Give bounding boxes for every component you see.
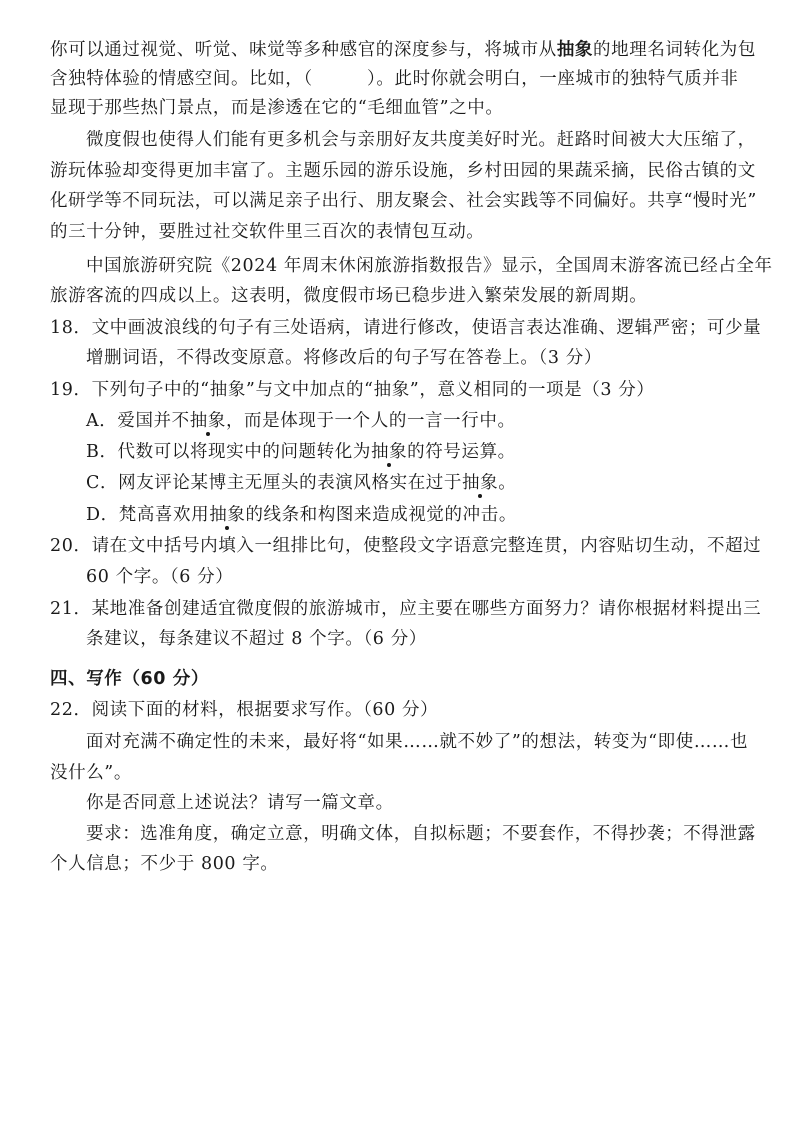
question-20-cont: 60 个字。（6 分）: [86, 567, 234, 587]
section-title-writing: 四、写作（60 分）: [50, 669, 209, 689]
bold-keyword: 抽象: [556, 40, 594, 60]
passage-line: 微度假也使得人们能有更多机会与亲朋好友共度美好时光。赶路时间被大大压缩了，: [86, 130, 756, 150]
question-20: 20．请在文中括号内填入一组排比句，使整段文字语意完整连贯，内容贴切生动，不超过: [50, 536, 762, 556]
option-a: A．爱国并不抽象，而是体现于一个人的一言一行中。: [86, 411, 516, 431]
requirements-line: 个人信息；不少于 800 字。: [50, 854, 279, 874]
passage-line: 旅游客流的四成以上。这表明，微度假市场已稳步进入繁荣发展的新周期。: [50, 286, 648, 306]
passage-line: 化研学等不同玩法，可以满足亲子出行、朋友聚会、社会实践等不同偏好。共享“慢时光”: [50, 191, 757, 211]
question-18: 18．文中画波浪线的句子有三处语病，请进行修改，使语言表达准确、逻辑严密；可少量: [50, 318, 762, 338]
requirements-line: 要求：选准角度，确定立意，明确文体，自拟标题；不要套作，不得抄袭；不得泄露: [86, 824, 756, 844]
passage-line: 含独特体验的情感空间。比如，（ ）。此时你就会明白，一座城市的独特气质并非: [50, 69, 739, 89]
question-21: 21．某地准备创建适宜微度假的旅游城市，应主要在哪些方面努力？请你根据材料提出三: [50, 599, 762, 619]
passage-line: 中国旅游研究院《2024 年周末休闲旅游指数报告》显示，全国周末游客流已经占全年: [86, 256, 773, 276]
passage-line: 显现于那些热门景点，而是渗透在它的“毛细血管”之中。: [50, 98, 504, 118]
option-c: C．网友评论某博主无厘头的表演风格实在过于抽象。: [86, 473, 517, 493]
passage-line: 的三十分钟，要胜过社交软件里三百次的表情包互动。: [50, 222, 485, 242]
question-19: 19．下列句子中的“抽象”与文中加点的“抽象”，意义相同的一项是（3 分）: [50, 380, 655, 400]
material-line: 面对充满不确定性的未来，最好将“如果……就不妙了”的想法，转变为“即使……也: [86, 732, 749, 752]
passage-line: 游玩体验却变得更加丰富了。主题乐园的游乐设施，乡村田园的果蔬采摘，民俗古镇的文: [50, 161, 756, 181]
passage-line: 你可以通过视觉、听觉、味觉等多种感官的深度参与，将城市从抽象的地理名词转化为包: [50, 40, 756, 60]
question-21-cont: 条建议，每条建议不超过 8 个字。（6 分）: [86, 629, 427, 649]
prompt-line: 你是否同意上述说法？请写一篇文章。: [86, 793, 394, 813]
option-b: B．代数可以将现实中的问题转化为抽象的符号运算。: [86, 442, 516, 462]
question-18-cont: 增删词语，不得改变原意。将修改后的句子写在答卷上。（3 分）: [86, 348, 602, 368]
question-22: 22．阅读下面的材料，根据要求写作。（60 分）: [50, 700, 439, 720]
material-line: 没什么”。: [50, 763, 132, 783]
option-d: D．梵高喜欢用抽象的线条和构图来造成视觉的冲击。: [86, 505, 517, 525]
